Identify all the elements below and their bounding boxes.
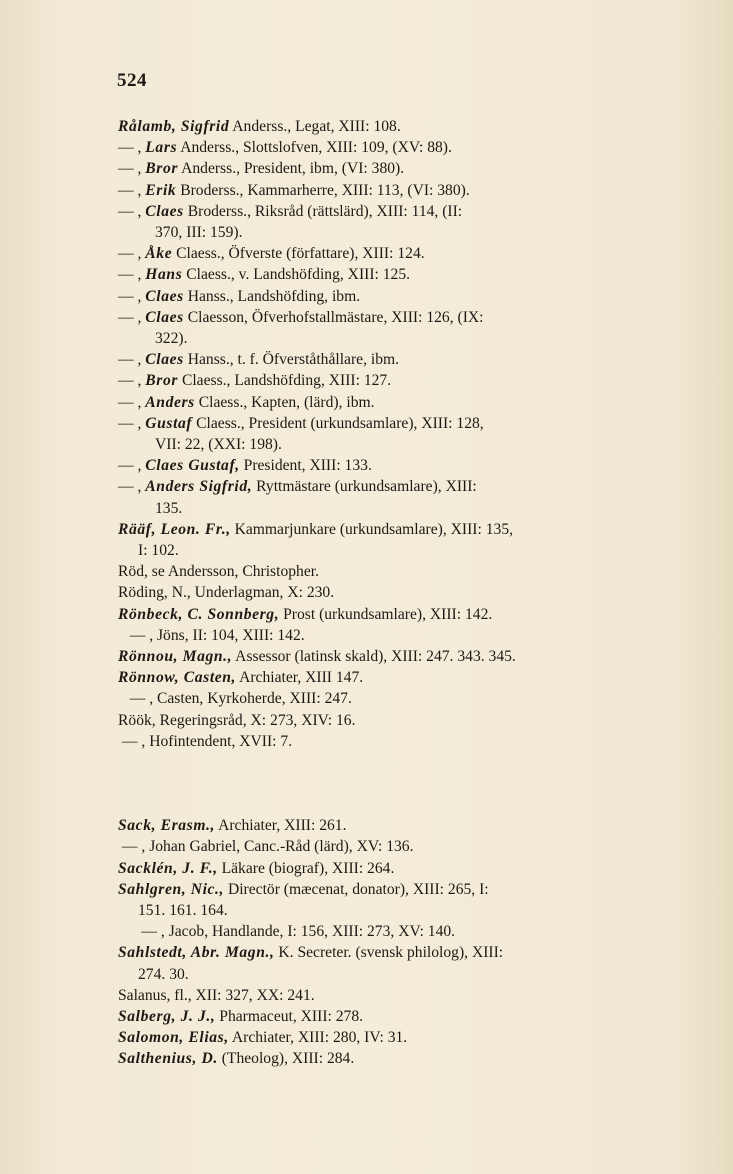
entry-text: Assessor (latinsk skald), XIII: 247. 343. 345. [232,648,516,666]
index-entries [118,116,683,1070]
index-entry [118,985,683,1006]
entry-continuation: 274. 30. [138,965,189,983]
entry-text: President, XIII: 133. [239,457,372,475]
entry-name: Anders [145,393,195,411]
index-entry [118,201,683,243]
entry-name: Salomon, Elias, [118,1029,229,1047]
index-entry [118,413,683,455]
entry-name: Sahlgren, Nic., [118,880,225,898]
entry-name: Claes [145,351,184,369]
entry-name: Salthenius, D. [118,1050,218,1068]
entry-dash: — , [118,690,157,708]
index-entry [118,180,683,201]
entry-name: Claes [145,308,184,326]
index-entry [118,455,683,476]
entry-text: Archiater, XIII: 280, IV: 31. [228,1029,408,1047]
index-entry [118,476,683,518]
index-entry [118,815,683,836]
index-entry [118,1048,683,1069]
index-entry [118,731,683,752]
entry-name: Rönnow, Casten, [118,669,237,687]
entry-dash: — , [118,923,169,941]
entry-text: Archiater, XIII: 261. [215,817,347,835]
entry-dash: — , [118,457,146,475]
entry-name: Rääf, Leon. Fr., [118,520,231,538]
index-entry [118,137,683,158]
entry-dash: — , [118,202,146,220]
entry-dash: — , [118,308,146,326]
entry-text: Casten, Kyrkoherde, XIII: 247. [156,690,352,708]
index-entry [118,392,683,413]
index-entry [118,561,683,582]
index-entry [118,625,683,646]
entry-continuation: VII: 22, (XXI: 198). [155,436,282,454]
index-entry [118,836,683,857]
index-entry [118,349,683,370]
entry-continuation: 151. 161. 164. [138,901,228,919]
entry-dash: — , [118,287,146,305]
entry-name: Sack, Erasm., [118,817,216,835]
entry-dash: — , [118,838,150,856]
index-entry [118,116,683,137]
entry-text: Ryttmästare (urkundsamlare), XIII: [252,478,477,496]
entry-name: Åke [145,245,173,263]
index-entry [118,158,683,179]
index-entry [118,879,683,921]
entry-text: Röd, se Andersson, Christopher. [118,563,319,581]
entry-name: Sahlstedt, Abr. Magn., [118,944,275,962]
index-entry [118,1006,683,1027]
entry-name: Rönbeck, C. Sonnberg, [118,605,280,623]
entry-continuation: 322). [155,330,188,348]
entry-continuation: 370, III: 159). [155,224,243,242]
entry-text: Pharmaceut, XIII: 278. [215,1007,364,1025]
entry-text: Broderss., Kammarherre, XIII: 113, (VI: 380). [176,181,470,199]
index-entry [118,921,683,942]
entry-name: Rålamb, Sigfrid [118,118,230,135]
entry-text: Röök, Regeringsråd, X: 273, XIV: 16. [118,711,356,729]
entry-dash: — , [118,181,146,199]
entry-dash: — , [118,393,146,411]
entry-text: Claess., Öfverste (författare), XIII: 124. [172,245,425,263]
entry-text: (Theolog), XIII: 284. [217,1050,355,1068]
entry-name: Bror [145,160,179,178]
entry-continuation: 135. [155,499,183,517]
index-entry [118,604,683,625]
index-entry [118,942,683,984]
index-entry [118,710,683,731]
page-number: 524 [117,70,147,91]
index-entry [118,519,683,561]
entry-text: Claesson, Öfverhofstallmästare, XIII: 126, (IX: [183,308,484,326]
index-entry [118,688,683,709]
entry-text: Claess., Kapten, (lärd), ibm. [194,393,375,411]
entry-name: Hans [145,266,183,284]
entry-name: Rönnou, Magn., [118,648,233,666]
entry-text: Claess., Landshöfding, XIII: 127. [178,372,392,390]
entry-name: Erik [145,181,177,199]
entry-text: Hanss., t. f. Öfverståthållare, ibm. [183,351,400,369]
entry-text: Directör (mæcenat, donator), XIII: 265, I: [224,880,489,898]
entry-dash: — , [118,732,150,750]
entry-text: Läkare (biograf), XIII: 264. [217,859,395,877]
entry-dash: — , [118,372,146,390]
entry-text: Archiater, XIII 147. [236,669,364,687]
index-entry [118,858,683,879]
entry-name: Anders Sigfrid, [145,478,253,496]
entry-name: Claes [145,287,184,305]
entry-name: Lars [145,139,178,157]
entry-dash: — , [118,478,146,496]
entry-dash: — , [118,351,146,369]
entry-text: Prost (urkundsamlare), XIII: 142. [279,605,493,623]
index-entry [118,1027,683,1048]
entry-dash: — , [118,139,146,157]
entry-text: Kammarjunkare (urkundsamlare), XIII: 135, [230,520,514,538]
entry-name: Claes Gustaf, [145,457,240,475]
entry-text: Hanss., Landshöfding, ibm. [183,287,361,305]
entry-name: Bror [145,372,179,390]
entry-text: Johan Gabriel, Canc.-Råd (lärd), XV: 136. [149,838,414,856]
entry-text: Anderss., President, ibm, (VI: 380). [178,160,405,178]
entry-dash: — , [118,626,157,644]
entry-text: Broderss., Riksråd (rättslärd), XIII: 114, (II: [183,202,463,220]
entry-text: Jöns, II: 104, XIII: 142. [156,626,305,644]
index-entry [118,286,683,307]
index-entry [118,264,683,285]
index-entry [118,370,683,391]
entry-name: Claes [145,202,184,220]
entry-text: Anderss., Legat, XIII: 108. [229,118,401,135]
entry-text: Anderss., Slottslofven, XIII: 109, (XV: 88). [177,139,452,157]
section-gap [118,752,683,815]
entry-text: Röding, N., Underlagman, X: 230. [118,584,335,602]
entry-name: Sacklén, J. F., [118,859,218,877]
entry-text: Claess., President (urkundsamlare), XIII: 128, [192,414,484,432]
entry-text: Jacob, Handlande, I: 156, XIII: 273, XV: 140. [168,923,456,941]
entry-text: K. Secreter. (svensk philolog), XIII: [274,944,504,962]
entry-dash: — , [118,414,146,432]
index-entry [118,646,683,667]
index-entry [118,243,683,264]
entry-dash: — , [118,266,146,284]
entry-text: Claess., v. Landshöfding, XIII: 125. [182,266,411,284]
entry-name: Salberg, J. J., [118,1007,216,1025]
entry-text: Salanus, fl., XII: 327, XX: 241. [118,986,315,1004]
index-entry [118,667,683,688]
entry-text: Hofintendent, XVII: 7. [149,732,293,750]
entry-name: Gustaf [145,414,193,432]
index-entry [118,307,683,349]
entry-dash: — , [118,160,146,178]
index-entry [118,582,683,603]
entry-continuation: I: 102. [138,542,179,560]
entry-dash: — , [118,245,146,263]
